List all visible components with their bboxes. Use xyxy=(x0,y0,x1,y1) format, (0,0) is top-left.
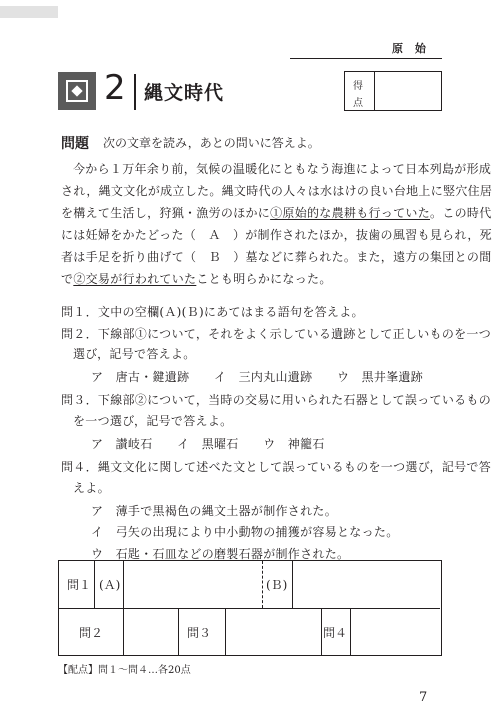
answer-table xyxy=(58,560,442,656)
answer-q3-input[interactable] xyxy=(226,609,320,654)
passage-line-6: で②交易が行われていたことも明らかになった。 xyxy=(61,272,332,286)
problem-heading: 問題 xyxy=(61,136,89,152)
question-4-option-c: ウ 石匙・石皿などの磨製石器が制作された。 xyxy=(91,547,350,561)
score-label-cell xyxy=(345,72,375,110)
question-3: 問３．下線部②について，当時の交易に用いられた石器として誤っているもの xyxy=(61,393,492,407)
answer-b-input[interactable] xyxy=(293,562,439,607)
problem-instruction: 次の文章を読み，あとの問いに答えよ。 xyxy=(103,136,320,150)
question-4-option-b: イ 弓矢の出現により中小動物の捕獲が容易となった。 xyxy=(91,525,399,539)
answer-a-label: (Ａ) xyxy=(99,578,121,592)
answer-q2-input[interactable] xyxy=(124,609,177,654)
underline-2: ②交易が行われていた xyxy=(73,272,197,286)
question-4-cont: えよ。 xyxy=(73,481,110,495)
chapter-title: 縄文時代 xyxy=(144,82,225,104)
passage-line-3: を構えて生活し，狩猟・漁労のほかに①原始的な農耕も行っていた。この時代 xyxy=(61,206,492,220)
answer-q4-input[interactable] xyxy=(351,609,439,654)
passage-line-5: 者は手足を折り曲げて（ Ｂ ）墓などに葬られた。また，遠方の集団との間 xyxy=(61,250,492,264)
score-box xyxy=(344,71,442,111)
question-4: 問４．縄文文化に関して述べた文として誤っているものを一つ選び，記号で答 xyxy=(61,460,492,474)
question-1: 問１．文中の空欄(Ａ)(Ｂ)にあてはまる語句を答えよ。 xyxy=(61,305,364,319)
answer-q1-label: 問１ xyxy=(67,578,92,592)
page-number: 7 xyxy=(419,690,428,705)
section-label: 原 始 xyxy=(392,42,430,55)
passage-line-1: 今から１万年余り前，気候の温暖化にともなう海進によって日本列島が形成 xyxy=(73,162,492,176)
answer-a-input[interactable] xyxy=(124,562,261,607)
answer-q4-label: 問４ xyxy=(323,626,348,640)
score-label-bottom: 点 xyxy=(353,98,363,109)
points-note: 【配点】問１～問４…各20点 xyxy=(58,665,191,676)
question-3-cont: を一つ選び，記号で答えよ。 xyxy=(73,414,233,428)
passage-line-2: され，縄文文化が成立した。縄文時代の人々は水はけの良い台地上に竪穴住居 xyxy=(61,184,493,198)
answer-q2-label: 問２ xyxy=(79,626,104,640)
header-rule xyxy=(290,58,442,59)
header-tab-mark xyxy=(0,6,58,18)
score-label-top: 得 xyxy=(353,81,363,92)
chapter-number: 2 xyxy=(104,68,126,108)
answer-q3-label: 問３ xyxy=(187,626,212,640)
underline-1: ①原始的な農耕も行っていた xyxy=(270,206,431,220)
passage-line-4: には妊婦をかたどった（ Ａ ）が制作されたほか，抜歯の風習も見られ，死 xyxy=(61,228,492,242)
question-2-options: ア 唐古・鍵遺跡 イ 三内丸山遺跡 ウ 黒井峯遺跡 xyxy=(91,370,424,384)
answer-b-label: (Ｂ) xyxy=(266,578,288,592)
chapter-divider xyxy=(134,74,136,110)
question-2: 問２．下線部①について，それをよく示している遺跡として正しいものを一つ xyxy=(61,327,492,341)
chapter-diamond-icon xyxy=(58,72,96,110)
question-3-options: ア 讃岐石 イ 黒曜石 ウ 神籠石 xyxy=(91,437,325,451)
question-2-cont: 選び，記号で答えよ。 xyxy=(73,347,196,361)
question-4-option-a: ア 薄手で黒褐色の縄文土器が制作された。 xyxy=(91,504,338,518)
